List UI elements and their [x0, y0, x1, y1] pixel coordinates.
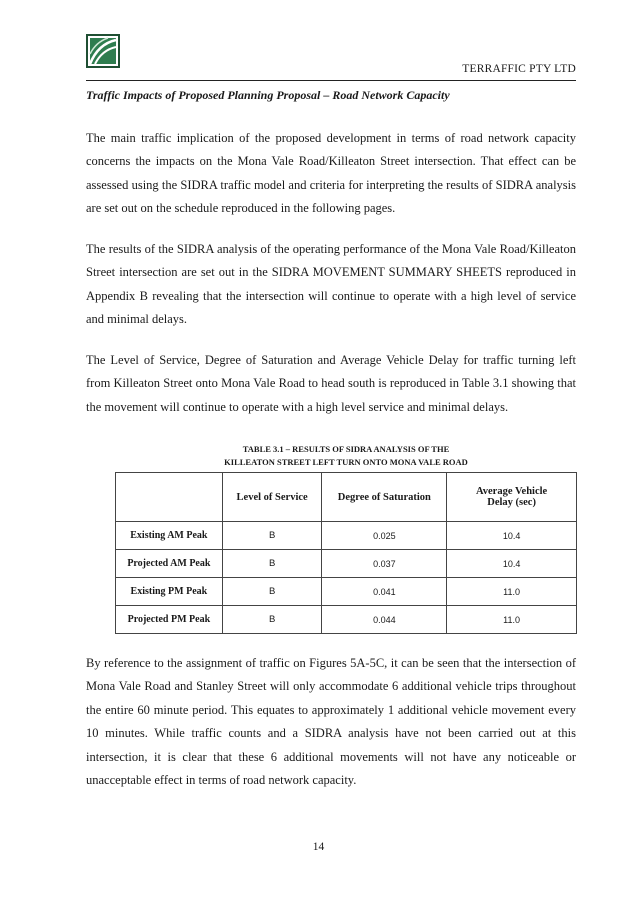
paragraph-1-body: The main traffic implication of the proposed development in terms of road network capacity concerns the impacts on the Mona Vale Road/Killeaton Street intersection. That effect can be assessed using the SIDRA traffic model and criteria for interpreting the results of SIDRA — [86, 131, 576, 192]
table-row — [116, 578, 577, 606]
level-of-service-cell: B — [222, 606, 322, 634]
degree-of-saturation-cell: 0.044 — [322, 606, 447, 634]
logo-graphic — [86, 34, 120, 68]
paragraph-3-body: The Level of Service, Degree of Saturation and Average Vehicle Delay for traffic turning left from Killeaton Street onto Mona Vale Road to head south is reproduced in Table 3.1 showing — [86, 353, 576, 391]
degree-of-saturation-cell: 0.041 — [322, 578, 447, 606]
paragraph-4 — [86, 652, 576, 792]
paragraph-4-body: By reference to the assignment of traffic on Figures 5A-5C, it can be seen that the intersection of Mona Vale Road and Stanley Street will only accommodate 6 additional vehicle trips throughout the entire 60 minute period. This equates to approximately 1 additional vehicle movement every 10 minutes. While traffic counts and a SIDRA analysis have not been carried out at this intersection, it is clear that these 6 additional movements will not have any — [86, 656, 576, 764]
header-average-delay: Average Vehicle Delay (sec) — [447, 473, 577, 522]
row-label: Existing PM Peak — [116, 578, 223, 606]
paragraph-2-last-line: with a high level of service and minimal delays. — [86, 288, 576, 327]
paragraph-1 — [86, 127, 576, 221]
table-caption-line-2: KILLEATON STREET LEFT TURN ONTO MONA VALE ROAD — [224, 456, 468, 467]
table-row — [116, 550, 577, 578]
row-label: Projected PM Peak — [116, 606, 223, 634]
paragraph-3-last-line: that the movement will continue to operate with a high level service and minimal delays. — [86, 376, 576, 414]
table-caption-line-1: TABLE 3.1 – RESULTS OF SIDRA ANALYSIS OF THE — [242, 444, 450, 454]
header-divider — [86, 80, 576, 81]
average-delay-cell: 10.4 — [447, 522, 577, 550]
page-number: 14 — [312, 841, 325, 853]
average-delay-cell: 11.0 — [447, 578, 577, 606]
average-delay-cell: 11.0 — [447, 606, 577, 634]
company-name: TERRAFFIC PTY LTD — [462, 63, 576, 75]
table-caption — [115, 443, 577, 468]
company-logo — [86, 34, 120, 68]
paragraph-4-last-line: noticeable or unacceptable effect in terms of road network capacity. — [86, 749, 577, 788]
row-label: Projected AM Peak — [116, 550, 223, 578]
paragraph-3 — [86, 349, 576, 419]
table-header-row — [116, 473, 577, 522]
level-of-service-cell: B — [222, 550, 322, 578]
degree-of-saturation-cell: 0.025 — [322, 522, 447, 550]
table-row — [116, 606, 577, 634]
row-label: Existing AM Peak — [116, 522, 223, 550]
level-of-service-cell: B — [222, 578, 322, 606]
sidra-results-table — [115, 472, 577, 634]
header-degree-of-saturation: Degree of Saturation — [322, 473, 447, 522]
section-title: Traffic Impacts of Proposed Planning Proposal – Road Network Capacity — [86, 88, 450, 102]
table-row — [116, 522, 577, 550]
level-of-service-cell: B — [222, 522, 322, 550]
header-blank — [116, 473, 223, 522]
paragraph-2 — [86, 238, 576, 332]
paragraph-2-body: The results of the SIDRA analysis of the operating performance of the Mona Vale Road/Killeaton Street intersection are set out in the SIDRA MOVEMENT SUMMARY SHEETS reproduced in Appendix B revealing that the intersection will continue to operate — [86, 242, 576, 303]
average-delay-cell: 10.4 — [447, 550, 577, 578]
paragraph-1-last-line: analysis are set out on the schedule reproduced in the following pages. — [86, 177, 576, 216]
header-level-of-service: Level of Service — [222, 473, 322, 522]
degree-of-saturation-cell: 0.037 — [322, 550, 447, 578]
